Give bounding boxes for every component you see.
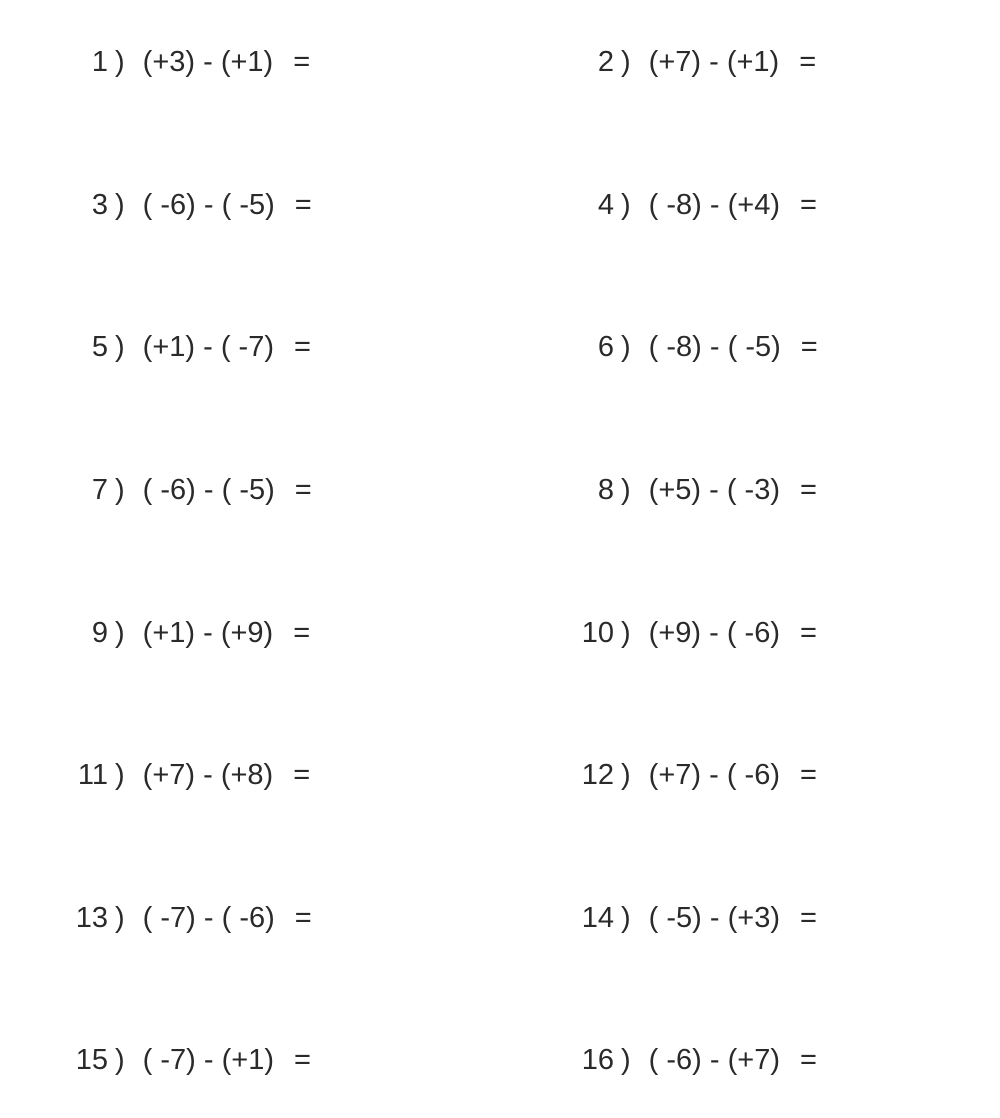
- problem-expression: ( -6) - ( -5): [142, 189, 275, 221]
- problem-number-paren: ): [115, 46, 125, 78]
- problem-number: 4: [597, 189, 614, 221]
- problem-1: [38, 42, 310, 82]
- problem-number: 9: [91, 617, 108, 649]
- problem-number: 3: [91, 189, 108, 221]
- problem-expression: (+7) - ( -6): [648, 759, 780, 791]
- problem-10: [544, 613, 817, 653]
- equals-sign: =: [294, 902, 312, 934]
- problem-number-paren: ): [115, 617, 125, 649]
- problem-number: 8: [597, 474, 614, 506]
- problem-expression: ( -5) - (+3): [648, 902, 780, 934]
- equals-sign: =: [799, 1044, 817, 1076]
- problem-number: 12: [581, 759, 614, 791]
- problem-expression: (+5) - ( -3): [648, 474, 780, 506]
- problem-number: 5: [91, 331, 108, 363]
- problem-number-paren: ): [621, 902, 631, 934]
- problem-expression: ( -6) - ( -5): [142, 474, 275, 506]
- problem-number-paren: ): [115, 902, 125, 934]
- problem-number: 10: [581, 617, 614, 649]
- problem-expression: (+9) - ( -6): [648, 617, 780, 649]
- problem-number-paren: ): [621, 474, 631, 506]
- equals-sign: =: [799, 759, 817, 791]
- problem-number-paren: ): [621, 1044, 631, 1076]
- problem-number-paren: ): [115, 331, 125, 363]
- equals-sign: =: [800, 331, 818, 363]
- problem-expression: ( -6) - (+7): [648, 1044, 780, 1076]
- problem-number-paren: ): [621, 331, 631, 363]
- problem-expression: (+7) - (+8): [142, 759, 274, 791]
- equals-sign: =: [294, 189, 312, 221]
- problem-11: [38, 755, 310, 795]
- problem-number: 6: [597, 331, 614, 363]
- problem-expression: (+1) - (+9): [142, 617, 274, 649]
- problem-7: [38, 470, 312, 510]
- problem-number: 13: [75, 902, 108, 934]
- problem-9: [38, 613, 310, 653]
- problem-expression: (+1) - ( -7): [142, 331, 274, 363]
- problem-number-paren: ): [621, 46, 631, 78]
- equals-sign: =: [293, 617, 311, 649]
- problem-number-paren: ): [115, 759, 125, 791]
- equals-sign: =: [293, 331, 311, 363]
- problem-number-paren: ): [621, 759, 631, 791]
- problem-expression: ( -7) - (+1): [142, 1044, 274, 1076]
- problem-expression: ( -8) - (+4): [648, 189, 780, 221]
- problem-2: [544, 42, 816, 82]
- equals-sign: =: [799, 474, 817, 506]
- problem-number: 7: [91, 474, 108, 506]
- problem-number-paren: ): [115, 1044, 125, 1076]
- problem-expression: (+3) - (+1): [142, 46, 274, 78]
- problem-number: 16: [581, 1044, 614, 1076]
- problem-expression: (+7) - (+1): [648, 46, 780, 78]
- equals-sign: =: [293, 46, 311, 78]
- equals-sign: =: [799, 46, 817, 78]
- problem-number: 2: [597, 46, 614, 78]
- problem-4: [544, 185, 817, 225]
- problem-5: [38, 327, 311, 367]
- problem-expression: ( -8) - ( -5): [648, 331, 781, 363]
- problem-16: [544, 1040, 817, 1080]
- problem-expression: ( -7) - ( -6): [142, 902, 275, 934]
- equals-sign: =: [293, 1044, 311, 1076]
- equals-sign: =: [799, 617, 817, 649]
- problem-15: [38, 1040, 311, 1080]
- problem-number: 1: [91, 46, 108, 78]
- problem-number-paren: ): [115, 189, 125, 221]
- problem-6: [544, 327, 818, 367]
- equals-sign: =: [799, 189, 817, 221]
- problem-14: [544, 898, 817, 938]
- problem-number: 11: [77, 759, 108, 791]
- problem-number-paren: ): [621, 617, 631, 649]
- problem-12: [544, 755, 817, 795]
- problem-3: [38, 185, 312, 225]
- equals-sign: =: [294, 474, 312, 506]
- equals-sign: =: [293, 759, 311, 791]
- equals-sign: =: [799, 902, 817, 934]
- problem-13: [38, 898, 312, 938]
- problem-number: 15: [75, 1044, 108, 1076]
- problem-8: [544, 470, 817, 510]
- problem-number: 14: [581, 902, 614, 934]
- problem-number-paren: ): [115, 474, 125, 506]
- problem-number-paren: ): [621, 189, 631, 221]
